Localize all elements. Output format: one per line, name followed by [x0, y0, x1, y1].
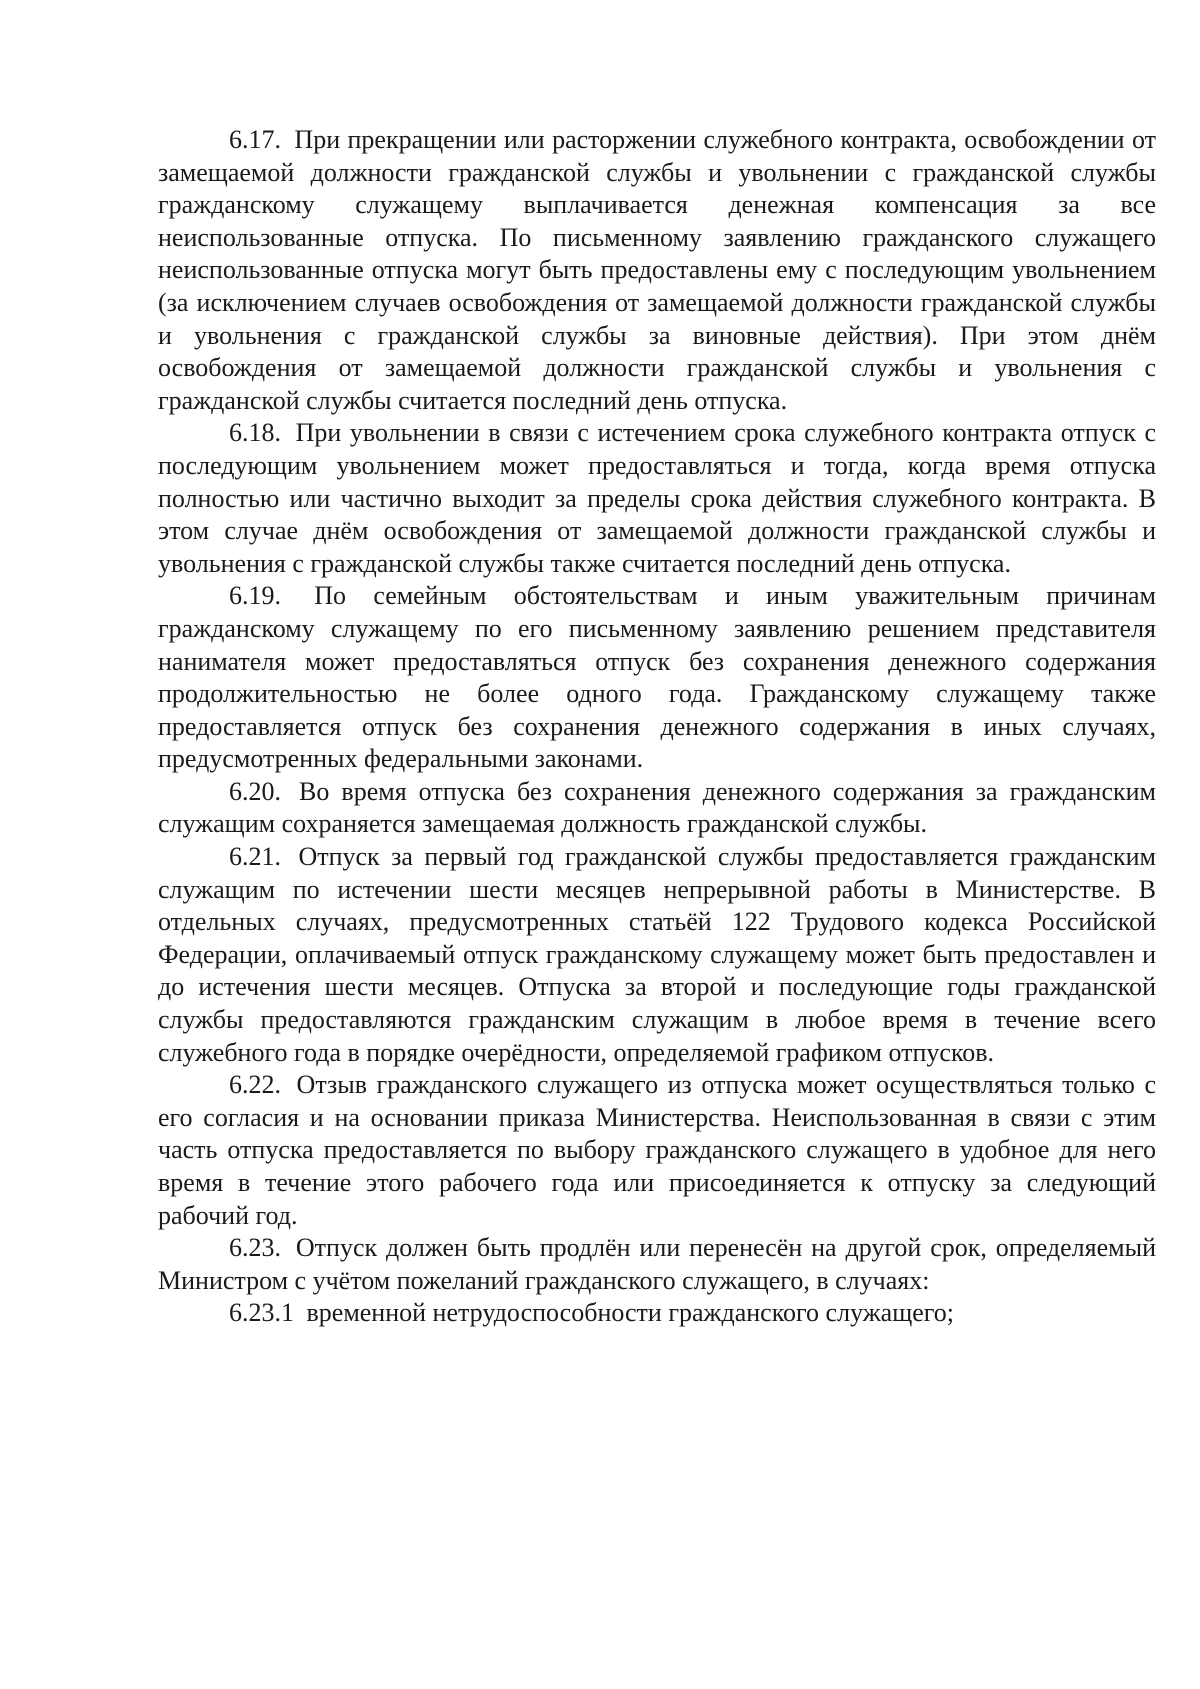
paragraph-number: 6.21. [229, 842, 281, 872]
paragraph-6-20 [158, 776, 1156, 841]
paragraph-6-17 [158, 124, 1156, 417]
paragraph-number: 6.23. [229, 1233, 281, 1263]
paragraph-6-19 [158, 580, 1156, 776]
paragraph-text: временной нетрудоспособности гражданского служащего; [306, 1298, 955, 1328]
paragraph-number: 6.17. [229, 125, 281, 154]
paragraph-text: Отзыв гражданского служащего из отпуска может осуществляться только с его согласия и на основании приказа Министерства. Неиспользованная в связи с этим часть отпуска предоставляется по выбору гражданского служащего в удобное для него время в течение этого рабочего года или присоединяется к отпуску за следующий рабочий год. [158, 1070, 1156, 1230]
paragraph-6-18 [158, 417, 1156, 580]
paragraph-text: При увольнении в связи с истечением срока служебного контракта отпуск с последующим увольнением может предоставляться и тогда, когда время отпуска полностью или частично выходит за пределы срока действия служебного контракта. В этом случае днём освобождения от замещаемой должности гражданской службы и увольнения с гражданской службы также считается последний день отпуска. [158, 418, 1156, 578]
document-body [158, 124, 1156, 1330]
paragraph-number: 6.20. [229, 776, 281, 806]
paragraph-text: Во время отпуска без сохранения денежного содержания за гражданским служащим сохраняется замещаемая должность гражданской службы. [158, 776, 1157, 839]
paragraph-text: Отпуск за первый год гражданской службы предоставляется гражданским служащим по истечении шести месяцев непрерывной работы в Министерстве. В отдельных случаях, предусмотренных статьёй 122 Трудового кодекса Российской Федерации, оплачиваемый отпуск гражданскому служащему может быть предоставлен и до истечения шести месяцев. Отпуска за второй и последующие годы гражданской службы предоставляются гражданским служащим в любое время в течение всего служебного года в порядке очерёдности, определяемой графиком отпусков. [158, 842, 1157, 1067]
paragraph-number: 6.22. [229, 1070, 281, 1100]
paragraph-number: 6.19. [229, 581, 281, 611]
paragraph-number: 6.23.1 [229, 1298, 294, 1328]
paragraph-text: При прекращении или расторжении служебного контракта, освобождении от замещаемой должности гражданской службы и увольнении с гражданской службы гражданскому служащему выплачивается денежная компенсация за все неиспользованные отпуска. По письменному заявлению гражданского служащего неиспользованные отпуска могут быть предоставлены ему с последующим увольнением (за исключением случаев освобождения от замещаемой должности гражданской службы и увольнения с гражданской службы за виновные действия). При этом днём освобождения от замещаемой должности гражданской службы и увольнения с гражданской службы считается последний день отпуска. [158, 125, 1157, 415]
paragraph-number: 6.18. [229, 418, 281, 448]
paragraph-text: Отпуск должен быть продлён или перенесён на другой срок, определяемый Министром с учётом пожеланий гражданского служащего, в случаях: [158, 1233, 1156, 1295]
paragraph-6-23-1 [158, 1297, 1156, 1330]
paragraph-6-23 [158, 1232, 1156, 1297]
paragraph-6-21 [158, 841, 1156, 1069]
paragraph-text: По семейным обстоятельствам и иным уважительным причинам гражданскому служащему по его письменному заявлению решением представителя нанимателя может предоставляться отпуск без сохранения денежного содержания продолжительностью не более одного года. Гражданскому служащему также предоставляется отпуск без сохранения денежного содержания в иных случаях, предусмотренных федеральными законами. [158, 581, 1156, 774]
paragraph-6-22 [158, 1069, 1156, 1232]
